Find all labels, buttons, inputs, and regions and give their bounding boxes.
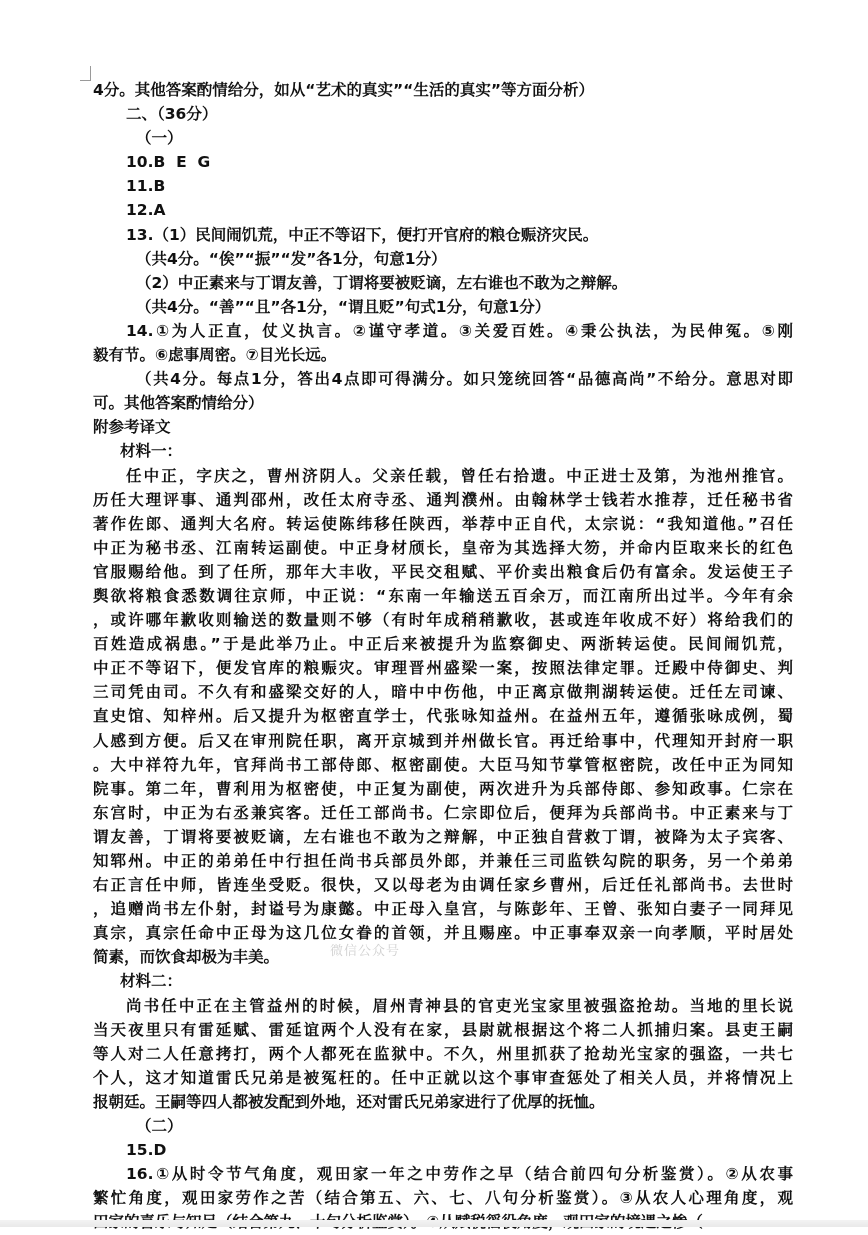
answer-13-part2: （2）中正素来与丁谓友善，丁谓将要被贬谪，左右谁也不敢为之辩解。 <box>136 273 628 292</box>
text-line: 16.①从时令节气角度，观田家一年之中劳作之早（结合前四句分析鉴赏）。②从农事 <box>126 1165 793 1184</box>
text-line: 知郓州。中正的弟弟任中行担任尚书兵部员外郎，并兼任三司监铁勾院的职务，另一个弟弟 <box>93 852 793 870</box>
score-13-part1: （共4分。“俟”“振”“发”各1分，句意1分） <box>136 249 447 268</box>
text-line: 个人，这才知道雷氏兄弟是被冤枉的。任中正就以这个事审查惩处了相关人员，并将情况上 <box>93 1068 793 1087</box>
text-line: 百姓造成祸患。”于是此举乃止。中正后来被提升为监察御史、两浙转运使。民间闹饥荒， <box>93 635 793 654</box>
page-bottom-edge <box>0 1220 868 1227</box>
text-line: 谓友善，丁谓将要被贬谪，左右谁也不敢为之辩解，中正独自营救丁谓，被降为太子宾客、 <box>93 827 793 846</box>
text-line: ，追赠尚书左仆射，封谥号为康懿。中正母入皇宫，与陈彭年、王曾、张知白妻子一同拜见 <box>93 900 793 919</box>
material-one-text <box>93 464 793 970</box>
text-line: 人感到方便。后又在审刑院任职，离开京城到并州做长官。再迁给事中，代理知开封府一职 <box>93 731 793 750</box>
text-line: 尚书任中正在主管益州的时候，眉州青神县的官吏光宝家里被强盗抢劫。当地的里长说 <box>126 996 793 1015</box>
watermark: 微信公众号 <box>330 944 401 959</box>
answer-15: 15.D <box>126 1141 167 1160</box>
text-line: 三司凭由司。不久有和盛梁交好的人，暗中中伤他，中正离京做荆湖转运使。迁任左司谏、 <box>93 683 793 702</box>
material-two-text <box>93 994 793 1114</box>
text-line: 右正言任中师，皆连坐受贬。很快，又以母老为由调任家乡曹州，后迁任礼部尚书。去世时 <box>93 876 793 895</box>
answer-11: 11.B <box>126 177 166 196</box>
part-one-title: （一） <box>136 129 183 148</box>
text-line: 官服赐给他。到了任所，那年大丰收，平民交租赋、平价卖出粮食后仍有富余。发运使王子 <box>93 562 793 581</box>
text-line: 舆欲将粮食悉数调往京师，中正说：“东南一年输送五百余万，而江南所出过半。今年有余 <box>93 586 793 605</box>
text-line: 中正不等诏下，便发官库的粮赈灾。审理晋州盛梁一案，按照法律定罪。迁殿中侍御史、判 <box>93 659 793 678</box>
text-line: ，或许哪年歉收则输送的数量则不够（有时年成稍稍歉收，甚或连年收成不好）将给我们的 <box>93 611 793 630</box>
part-two-title: （二） <box>136 1117 183 1136</box>
text-line: 直史馆、知梓州。后又提升为枢密直学士，代张咏知益州。在益州五年，遵循张咏成例，蜀 <box>93 707 793 726</box>
answer-14-line1: 14.①为人正直，仗义执言。②谨守孝道。③关爱百姓。④秉公执法，为民伸冤。⑤刚 <box>126 321 793 340</box>
text-line: 当天夜里只有雷延赋、雷延谊两个人没有在家，县尉就根据这个将二人抓捕归案。县吏王嗣 <box>93 1020 793 1039</box>
text-line: 简素，而饮食却极为丰美。 <box>93 948 280 967</box>
section-title: 二、（36分） <box>126 105 218 124</box>
text-line: 历任大理评事、通判邵州，改任太府寺丞、通判濮州。由翰林学士钱若水推荐，迁任秘书省 <box>93 490 793 509</box>
text-line: 任中正，字庆之，曹州济阴人。父亲任载，曾任右拾遗。中正进士及第，为池州推官。 <box>126 466 793 485</box>
answer-12: 12.A <box>126 201 166 220</box>
material-two-label: 材料二： <box>120 972 183 991</box>
answer-10: 10.B E G <box>126 153 211 172</box>
document-page <box>93 78 793 1235</box>
text-line: 报朝廷。王嗣等四人都被发配到外地，还对雷氏兄弟家进行了优厚的抚恤。 <box>93 1092 605 1111</box>
text-line: 繁忙角度，观田家劳作之苦（结合第五、六、七、八句分析鉴赏）。③从农人心理角度，观 <box>93 1189 793 1208</box>
text-line: 东宫时，中正为右丞兼宾客。迁任工部尚书。仁宗即位后，便拜为兵部尚书。中正素来与丁 <box>93 803 793 822</box>
text-line: 院事。第二年，曹利用为枢密使，中正复为副使，两次进升为兵部侍郎、参知政事。仁宗在 <box>93 779 793 798</box>
text-line: 真宗，真宗任命中正母为这几位女眷的首领，并且赐座。中正事奉双亲一向孝顺，平时居处 <box>93 924 793 943</box>
answer-13-part1: 13.（1）民间闹饥荒，中正不等诏下，便打开官府的粮仓赈济灾民。 <box>126 225 599 244</box>
page-corner-mark <box>80 66 91 81</box>
score-13-part2: （共4分。“善”“且”各1分，“谓且贬”句式1分，句意1分） <box>136 297 551 316</box>
score-14-line2: 可。其他答案酌情给分） <box>93 394 264 413</box>
translation-heading: 附参考译文 <box>93 418 171 437</box>
answer-14-line2: 毅有节。⑥虑事周密。⑦目光长远。 <box>93 346 337 365</box>
material-one-label: 材料一： <box>120 442 183 461</box>
text-line: 等人对二人任意拷打，两个人都死在监狱中。不久，州里抓获了抢劫光宝家的强盗，一共七 <box>93 1044 793 1063</box>
score-14-line1: （共4分。每点1分，答出4点即可得满分。如只笼统回答“品德高尚”不给分。意思对即 <box>136 370 793 389</box>
text-line: 著作佐郎、通判大名府。转运使陈纬移任陕西，举荐中正自代，太宗说：“我知道他。”召任 <box>93 514 793 533</box>
text-line: 中正为秘书丞、江南转运副使。中正身材颀长，皇帝为其选择大笏，并命内臣取来长的红色 <box>93 538 793 557</box>
text-line: 。大中祥符九年，官拜尚书工部侍郎、枢密副使。大臣马知节掌管枢密院，改任中正为同知 <box>93 755 793 774</box>
header-line: 4分。其他答案酌情给分，如从“艺术的真实”“生活的真实”等方面分析） <box>93 81 595 99</box>
